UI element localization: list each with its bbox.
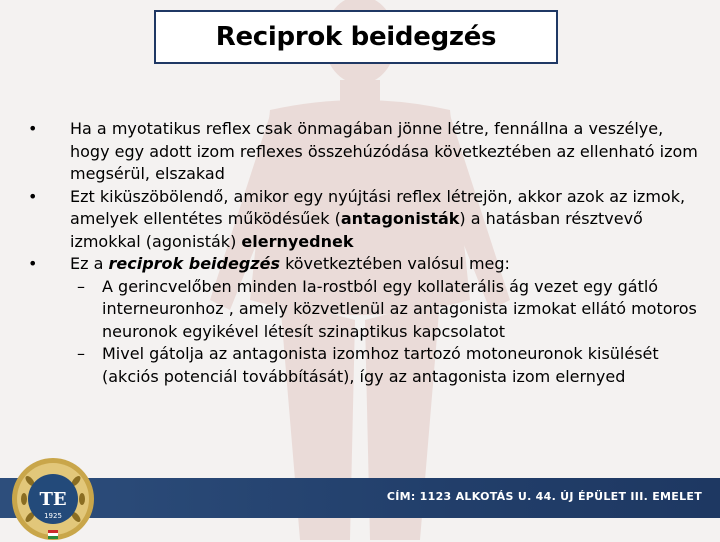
slide-title: Reciprok beidegzés	[215, 22, 497, 52]
bullet-text	[70, 186, 698, 254]
bullet-text	[70, 253, 698, 276]
bullet-text-part: következtében valósul meg:	[279, 254, 510, 273]
sub-bullet-text: A gerincvelőben minden Ia-rostból egy kollaterális ág vezet egy gátló interneuronhoz , amely közvetlenül az antagonista izmokat ellátó motoros neuronok egyikével létesít szinaptikus kapcsolatot	[102, 276, 697, 341]
bullet-item	[28, 118, 698, 186]
bullet-text-part: Ez a	[70, 254, 109, 273]
university-seal-logo	[10, 456, 96, 542]
bullet-mark: •	[28, 254, 38, 273]
sub-bullet-item	[77, 276, 698, 344]
title-box	[154, 10, 558, 64]
bullet-mark: •	[28, 186, 38, 206]
bullet-mark: •	[28, 119, 38, 138]
seal-letters: TE	[39, 489, 67, 510]
sub-bullet-item	[77, 343, 698, 388]
slide-content	[28, 118, 698, 388]
bold-term-relax: elernyednek	[241, 231, 354, 251]
sub-bullet-mark: –	[77, 344, 85, 363]
sub-bullet-text: Mivel gátolja az antagonista izomhoz tartozó motoneuronok kisülését (akciós potenciál továbbítását), így az antagonista izom elernyed	[102, 344, 659, 386]
bullet-text-part: Ezt kiküszöbölendő, amikor egy nyújtási reflex létrejön, akkor azok az izmok, amelyek ellentétes működésűek (	[70, 186, 686, 228]
bold-term-antagonists: antagonisták	[340, 209, 460, 228]
footer-address: CÍM: 1123 ALKOTÁS U. 44. ÚJ ÉPÜLET III. EMELET	[386, 490, 702, 503]
bullet-item	[28, 186, 698, 254]
bullet-text: Ha a myotatikus reflex csak önmagában jönne létre, fennállna a veszélye, hogy egy adott izom reflexes összehúzódása következtében az ellenható izom megsérül, elszakad	[70, 119, 698, 183]
bold-italic-term-reciprocal: reciprok beidegzés	[108, 254, 280, 273]
seal-year: 1925	[44, 512, 62, 520]
sub-bullet-mark: –	[77, 276, 85, 296]
bullet-item	[28, 253, 698, 276]
bullet-text-part: ) a hatásban résztvevő izmokkal (agonisták)	[70, 209, 643, 251]
